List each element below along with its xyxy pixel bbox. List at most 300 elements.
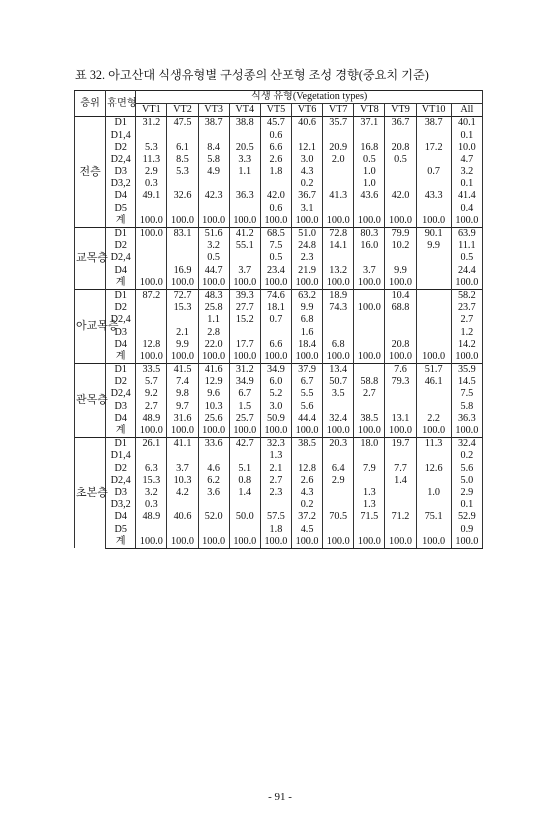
- value-cell: 26.1: [136, 438, 167, 451]
- value-cell: 13.1: [385, 413, 416, 425]
- value-cell: 7.5: [260, 240, 291, 252]
- table-row: [75, 327, 483, 339]
- value-cell: 46.1: [416, 376, 451, 388]
- table-body: [75, 117, 483, 549]
- value-cell: 1.8: [260, 166, 291, 178]
- value-cell: 100.0: [451, 425, 482, 438]
- value-cell: 10.4: [385, 290, 416, 303]
- value-cell: [354, 327, 385, 339]
- value-cell: 6.7: [291, 376, 322, 388]
- value-cell: 1.5: [229, 401, 260, 413]
- value-cell: 100.0: [136, 215, 167, 228]
- value-cell: 19.7: [385, 438, 416, 451]
- value-cell: 20.8: [385, 339, 416, 351]
- value-cell: 100.0: [323, 277, 354, 290]
- table-row: [75, 166, 483, 178]
- page-number: - 91 -: [268, 791, 292, 803]
- value-cell: 4.3: [291, 487, 322, 499]
- layer-label: 관목층: [75, 364, 106, 438]
- value-cell: 40.1: [451, 117, 482, 130]
- value-cell: 37.1: [354, 117, 385, 130]
- value-cell: 2.6: [291, 475, 322, 487]
- value-cell: 6.7: [229, 389, 260, 401]
- value-cell: 41.4: [451, 191, 482, 203]
- table-row: [75, 203, 483, 215]
- table-row: [75, 154, 483, 166]
- dormancy-type-cell: D5: [106, 524, 136, 536]
- value-cell: [354, 401, 385, 413]
- value-cell: 80.3: [354, 228, 385, 241]
- value-cell: 100.0: [198, 425, 229, 438]
- value-cell: 16.8: [354, 142, 385, 154]
- value-cell: 3.7: [167, 463, 198, 475]
- value-cell: 100.0: [385, 425, 416, 438]
- value-cell: [385, 178, 416, 190]
- value-cell: [416, 499, 451, 511]
- column-header: VT7: [323, 104, 354, 117]
- value-cell: [416, 327, 451, 339]
- value-cell: [385, 524, 416, 536]
- dormancy-type-cell: 계: [106, 351, 136, 364]
- value-cell: 15.3: [167, 302, 198, 314]
- value-cell: 74.3: [323, 302, 354, 314]
- value-cell: 32.3: [260, 438, 291, 451]
- dormancy-type-cell: D2: [106, 463, 136, 475]
- value-cell: 6.8: [323, 339, 354, 351]
- dormancy-type-cell: D4: [106, 511, 136, 523]
- value-cell: [385, 203, 416, 215]
- value-cell: 25.8: [198, 302, 229, 314]
- table-row: [75, 487, 483, 499]
- value-cell: 2.9: [323, 475, 354, 487]
- value-cell: 16.9: [167, 265, 198, 277]
- value-cell: 4.7: [451, 154, 482, 166]
- value-cell: 100.0: [416, 425, 451, 438]
- value-cell: 36.7: [291, 191, 322, 203]
- value-cell: [167, 314, 198, 326]
- value-cell: [385, 499, 416, 511]
- value-cell: 12.9: [198, 376, 229, 388]
- value-cell: 0.5: [354, 154, 385, 166]
- value-cell: 51.7: [416, 364, 451, 377]
- value-cell: 48.9: [136, 511, 167, 523]
- value-cell: 20.3: [323, 438, 354, 451]
- table-header: [75, 91, 483, 117]
- table-row: [75, 389, 483, 401]
- value-cell: 3.2: [198, 240, 229, 252]
- value-cell: 11.3: [416, 438, 451, 451]
- value-cell: 20.9: [323, 142, 354, 154]
- value-cell: 9.9: [167, 339, 198, 351]
- value-cell: 25.6: [198, 413, 229, 425]
- value-cell: [198, 524, 229, 536]
- value-cell: 2.0: [323, 154, 354, 166]
- value-cell: 100.0: [323, 351, 354, 364]
- value-cell: 43.6: [354, 191, 385, 203]
- value-cell: [229, 252, 260, 264]
- value-cell: 100.0: [229, 536, 260, 549]
- value-cell: 1.3: [354, 487, 385, 499]
- value-cell: 6.3: [136, 463, 167, 475]
- column-header: VT9: [385, 104, 416, 117]
- column-header: VT6: [291, 104, 322, 117]
- value-cell: 3.7: [354, 265, 385, 277]
- value-cell: [198, 499, 229, 511]
- value-cell: 0.6: [260, 130, 291, 142]
- value-cell: 5.0: [451, 475, 482, 487]
- value-cell: 23.4: [260, 265, 291, 277]
- value-cell: 100.0: [354, 351, 385, 364]
- value-cell: 34.9: [229, 376, 260, 388]
- value-cell: 100.0: [354, 425, 385, 438]
- value-cell: [416, 339, 451, 351]
- value-cell: [416, 277, 451, 290]
- value-cell: 100.0: [260, 215, 291, 228]
- value-cell: 22.0: [198, 339, 229, 351]
- value-cell: 17.7: [229, 339, 260, 351]
- value-cell: 6.0: [260, 376, 291, 388]
- value-cell: [323, 524, 354, 536]
- value-cell: 100.0: [385, 215, 416, 228]
- value-cell: 38.5: [354, 413, 385, 425]
- table-row: [75, 142, 483, 154]
- value-cell: 100.0: [136, 536, 167, 549]
- value-cell: [354, 252, 385, 264]
- value-cell: [323, 327, 354, 339]
- value-cell: 51.0: [291, 228, 322, 241]
- value-cell: [260, 178, 291, 190]
- value-cell: 100.0: [323, 215, 354, 228]
- value-cell: 11.1: [451, 240, 482, 252]
- value-cell: 2.7: [136, 401, 167, 413]
- dormancy-type-cell: D4: [106, 413, 136, 425]
- value-cell: 36.3: [451, 413, 482, 425]
- value-cell: 11.3: [136, 154, 167, 166]
- value-cell: 2.9: [451, 487, 482, 499]
- value-cell: 0.3: [136, 499, 167, 511]
- value-cell: 33.5: [136, 364, 167, 377]
- value-cell: 0.8: [229, 475, 260, 487]
- dormancy-type-cell: D2,4: [106, 389, 136, 401]
- type-header: 휴면형: [106, 91, 136, 117]
- table-row: [75, 302, 483, 314]
- dormancy-type-cell: 계: [106, 277, 136, 290]
- dormancy-type-cell: D2,4: [106, 314, 136, 326]
- value-cell: 50.9: [260, 413, 291, 425]
- value-cell: [323, 487, 354, 499]
- value-cell: 17.2: [416, 142, 451, 154]
- value-cell: [167, 499, 198, 511]
- value-cell: 2.7: [260, 475, 291, 487]
- value-cell: 3.5: [323, 389, 354, 401]
- dormancy-type-cell: D2: [106, 376, 136, 388]
- value-cell: [385, 450, 416, 462]
- value-cell: 23.7: [451, 302, 482, 314]
- value-cell: [323, 130, 354, 142]
- column-header: VT5: [260, 104, 291, 117]
- value-cell: 35.9: [451, 364, 482, 377]
- value-cell: 100.0: [291, 536, 322, 549]
- value-cell: 14.2: [451, 339, 482, 351]
- dormancy-type-cell: D1: [106, 364, 136, 377]
- table-row: [75, 265, 483, 277]
- value-cell: [198, 203, 229, 215]
- value-cell: [323, 314, 354, 326]
- value-cell: 1.1: [229, 166, 260, 178]
- value-cell: 27.7: [229, 302, 260, 314]
- value-cell: 2.1: [167, 327, 198, 339]
- value-cell: [229, 130, 260, 142]
- value-cell: 100.0: [451, 277, 482, 290]
- value-cell: [323, 178, 354, 190]
- value-cell: 100.0: [385, 277, 416, 290]
- value-cell: [167, 130, 198, 142]
- value-cell: [416, 290, 451, 303]
- value-cell: 100.0: [260, 351, 291, 364]
- value-cell: 1.8: [260, 524, 291, 536]
- value-cell: 18.1: [260, 302, 291, 314]
- value-cell: 0.6: [260, 203, 291, 215]
- value-cell: [354, 130, 385, 142]
- value-cell: 51.6: [198, 228, 229, 241]
- table-row: [75, 314, 483, 326]
- value-cell: 42.0: [260, 191, 291, 203]
- value-cell: 37.2: [291, 511, 322, 523]
- value-cell: 100.0: [260, 536, 291, 549]
- value-cell: 0.1: [451, 178, 482, 190]
- value-cell: [416, 154, 451, 166]
- value-cell: 100.0: [323, 536, 354, 549]
- value-cell: 7.4: [167, 376, 198, 388]
- value-cell: 7.6: [385, 364, 416, 377]
- value-cell: 0.5: [260, 252, 291, 264]
- value-cell: [354, 314, 385, 326]
- value-cell: 24.8: [291, 240, 322, 252]
- value-cell: 41.6: [198, 364, 229, 377]
- value-cell: 6.2: [198, 475, 229, 487]
- value-cell: 3.2: [136, 487, 167, 499]
- value-cell: 50.7: [323, 376, 354, 388]
- value-cell: 3.0: [291, 154, 322, 166]
- value-cell: 100.0: [354, 536, 385, 549]
- value-cell: 83.1: [167, 228, 198, 241]
- value-cell: 1.0: [416, 487, 451, 499]
- value-cell: 100.0: [136, 351, 167, 364]
- table-row: [75, 376, 483, 388]
- value-cell: 100.0: [229, 277, 260, 290]
- value-cell: 58.8: [354, 376, 385, 388]
- table-row: [75, 290, 483, 303]
- value-cell: 10.2: [385, 240, 416, 252]
- dormancy-type-cell: D5: [106, 203, 136, 215]
- value-cell: [136, 203, 167, 215]
- value-cell: 5.8: [451, 401, 482, 413]
- value-cell: [323, 499, 354, 511]
- value-cell: 5.6: [451, 463, 482, 475]
- table-row: [75, 228, 483, 241]
- column-header: VT4: [229, 104, 260, 117]
- dormancy-type-cell: D1: [106, 117, 136, 130]
- value-cell: 79.9: [385, 228, 416, 241]
- value-cell: 9.9: [291, 302, 322, 314]
- value-cell: 9.6: [198, 389, 229, 401]
- value-cell: 50.0: [229, 511, 260, 523]
- value-cell: 90.1: [416, 228, 451, 241]
- value-cell: [229, 327, 260, 339]
- value-cell: [416, 302, 451, 314]
- value-cell: 57.5: [260, 511, 291, 523]
- value-cell: 100.0: [416, 215, 451, 228]
- value-cell: 2.6: [260, 154, 291, 166]
- value-cell: [354, 524, 385, 536]
- value-cell: [416, 450, 451, 462]
- value-cell: 3.7: [229, 265, 260, 277]
- value-cell: 5.6: [291, 401, 322, 413]
- value-cell: 2.7: [354, 389, 385, 401]
- table-row: [75, 252, 483, 264]
- table-row: [75, 117, 483, 130]
- value-cell: 9.8: [167, 389, 198, 401]
- value-cell: 100.0: [291, 351, 322, 364]
- value-cell: 100.0: [260, 425, 291, 438]
- column-header: VT10: [416, 104, 451, 117]
- table-row: [75, 240, 483, 252]
- value-cell: 15.3: [136, 475, 167, 487]
- value-cell: 31.6: [167, 413, 198, 425]
- value-cell: 45.7: [260, 117, 291, 130]
- column-header: VT3: [198, 104, 229, 117]
- dormancy-type-cell: D4: [106, 265, 136, 277]
- value-cell: 100.0: [260, 277, 291, 290]
- column-header: VT1: [136, 104, 167, 117]
- value-cell: 71.2: [385, 511, 416, 523]
- value-cell: 5.2: [260, 389, 291, 401]
- value-cell: 42.0: [385, 191, 416, 203]
- value-cell: 100.0: [354, 215, 385, 228]
- table-row: [75, 425, 483, 438]
- value-cell: 100.0: [136, 228, 167, 241]
- value-cell: 0.3: [136, 178, 167, 190]
- value-cell: [416, 130, 451, 142]
- value-cell: 5.5: [291, 389, 322, 401]
- value-cell: 1.0: [354, 166, 385, 178]
- value-cell: 72.8: [323, 228, 354, 241]
- value-cell: [385, 166, 416, 178]
- value-cell: 42.7: [229, 438, 260, 451]
- value-cell: [416, 475, 451, 487]
- value-cell: [416, 178, 451, 190]
- table-row: [75, 351, 483, 364]
- value-cell: [385, 314, 416, 326]
- value-cell: 36.3: [229, 191, 260, 203]
- value-cell: 12.8: [291, 463, 322, 475]
- value-cell: 100.0: [451, 351, 482, 364]
- table-row: [75, 438, 483, 451]
- value-cell: 52.9: [451, 511, 482, 523]
- dormancy-type-cell: D1,4: [106, 450, 136, 462]
- value-cell: [385, 252, 416, 264]
- value-cell: [167, 524, 198, 536]
- dormancy-type-cell: D3: [106, 166, 136, 178]
- value-cell: 48.9: [136, 413, 167, 425]
- value-cell: 44.7: [198, 265, 229, 277]
- column-header: All: [451, 104, 482, 117]
- value-cell: 6.6: [260, 142, 291, 154]
- value-cell: [323, 166, 354, 178]
- dormancy-type-cell: 계: [106, 536, 136, 549]
- value-cell: [229, 524, 260, 536]
- dormancy-type-cell: D2: [106, 302, 136, 314]
- value-cell: [167, 203, 198, 215]
- table-row: [75, 130, 483, 142]
- value-cell: [229, 178, 260, 190]
- value-cell: 100.0: [229, 351, 260, 364]
- value-cell: 38.7: [416, 117, 451, 130]
- value-cell: 5.3: [136, 142, 167, 154]
- value-cell: 20.8: [385, 142, 416, 154]
- dormancy-type-cell: D3,2: [106, 499, 136, 511]
- value-cell: 1.4: [229, 487, 260, 499]
- column-header: VT2: [167, 104, 198, 117]
- value-cell: 100.0: [198, 351, 229, 364]
- value-cell: [229, 203, 260, 215]
- value-cell: 18.4: [291, 339, 322, 351]
- value-cell: 100.0: [451, 215, 482, 228]
- value-cell: 100.0: [198, 277, 229, 290]
- value-cell: 100.0: [354, 277, 385, 290]
- value-cell: [416, 389, 451, 401]
- dormancy-type-cell: D1: [106, 290, 136, 303]
- value-cell: 41.1: [167, 438, 198, 451]
- value-cell: [167, 450, 198, 462]
- value-cell: 40.6: [167, 511, 198, 523]
- value-cell: 4.9: [198, 166, 229, 178]
- value-cell: [229, 499, 260, 511]
- value-cell: 0.2: [291, 178, 322, 190]
- value-cell: 10.3: [167, 475, 198, 487]
- dormancy-type-cell: D2,4: [106, 154, 136, 166]
- table-row: [75, 413, 483, 425]
- value-cell: 1.0: [354, 178, 385, 190]
- value-cell: 14.5: [451, 376, 482, 388]
- table-row: [75, 499, 483, 511]
- value-cell: [323, 203, 354, 215]
- value-cell: 0.5: [385, 154, 416, 166]
- value-cell: 44.4: [291, 413, 322, 425]
- value-cell: [136, 450, 167, 462]
- value-cell: 7.7: [385, 463, 416, 475]
- value-cell: 4.3: [291, 166, 322, 178]
- value-cell: [167, 252, 198, 264]
- column-header: VT8: [354, 104, 385, 117]
- value-cell: 10.0: [451, 142, 482, 154]
- value-cell: 100.0: [167, 215, 198, 228]
- value-cell: 38.5: [291, 438, 322, 451]
- value-cell: 87.2: [136, 290, 167, 303]
- value-cell: 100.0: [198, 536, 229, 549]
- value-cell: 72.7: [167, 290, 198, 303]
- table-row: [75, 524, 483, 536]
- value-cell: [136, 252, 167, 264]
- value-cell: 100.0: [385, 536, 416, 549]
- value-cell: 21.9: [291, 265, 322, 277]
- value-cell: 3.2: [451, 166, 482, 178]
- vegetation-types-header: 식생 유형(Vegetation types): [136, 91, 483, 104]
- dormancy-type-cell: 계: [106, 425, 136, 438]
- value-cell: 3.0: [260, 401, 291, 413]
- dormancy-type-cell: D3: [106, 401, 136, 413]
- value-cell: [354, 450, 385, 462]
